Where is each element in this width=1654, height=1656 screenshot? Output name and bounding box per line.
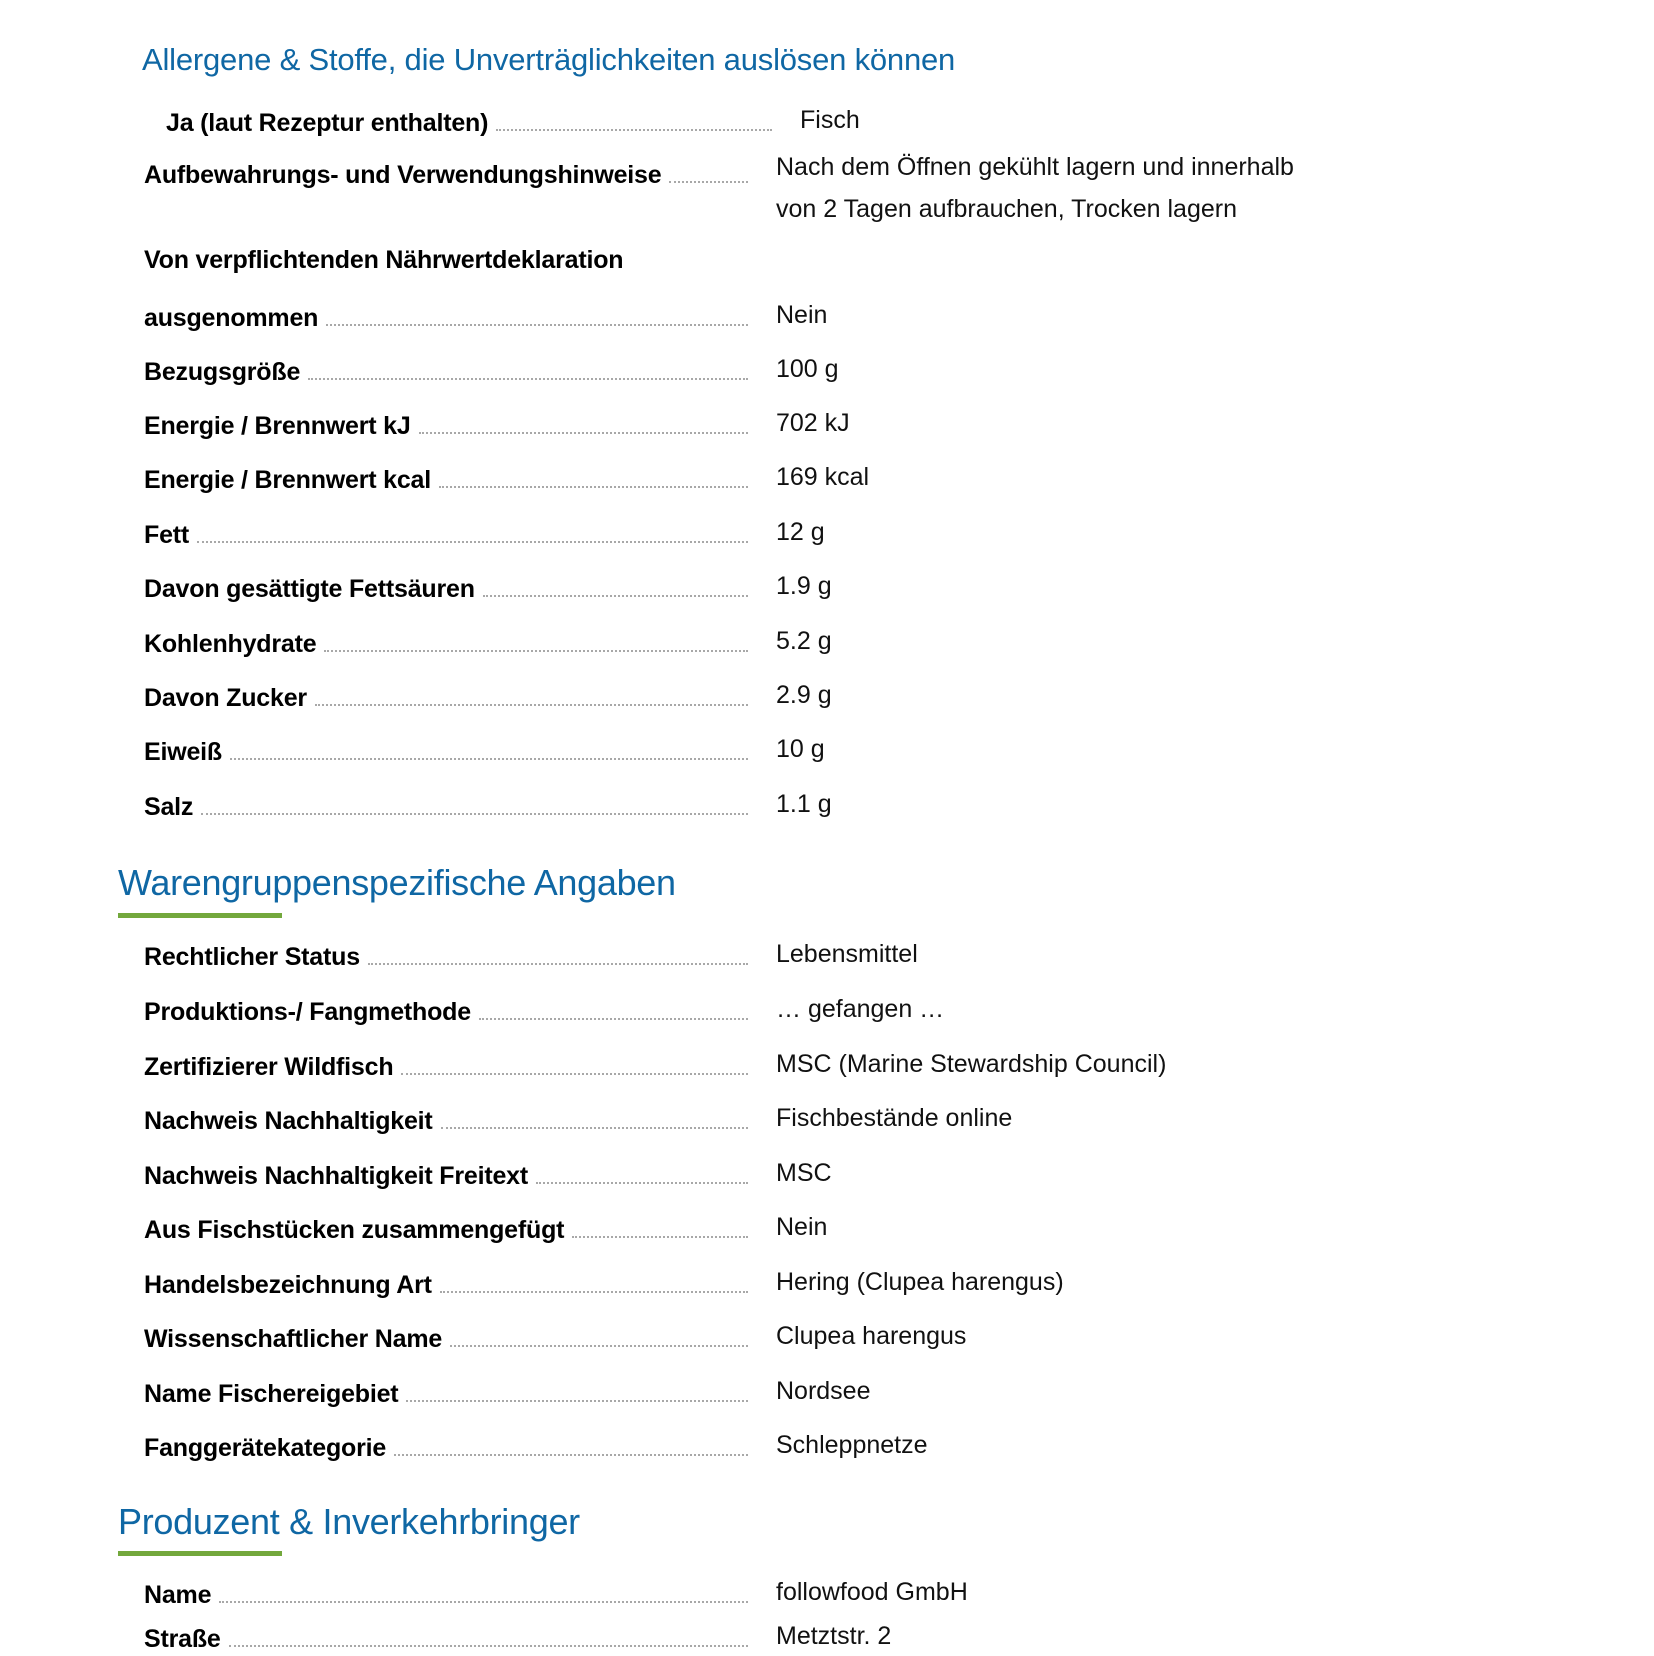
nutrition-value: 1.9 g — [776, 572, 832, 600]
dot-leader — [496, 129, 772, 131]
product-group-row — [0, 1369, 1654, 1409]
product-group-value: Hering (Clupea harengus) — [776, 1268, 1064, 1296]
dot-leader — [308, 378, 748, 380]
dot-leader — [572, 1236, 748, 1238]
dot-leader — [368, 963, 748, 965]
allergen-contained-label: Ja (laut Rezeptur enthalten) — [166, 109, 489, 137]
product-group-label: Wissenschaftlicher Name — [144, 1325, 443, 1353]
product-group-row — [0, 1314, 1654, 1354]
product-group-label: Nachweis Nachhaltigkeit Freitext — [144, 1162, 529, 1190]
product-group-label: Rechtlicher Status — [144, 943, 360, 971]
nutrition-value: 12 g — [776, 518, 825, 546]
nutrition-value: 100 g — [776, 355, 839, 383]
nutrition-row — [0, 510, 1654, 550]
producer-heading: Produzent & Inverkehrbringer — [118, 1501, 580, 1542]
exempt-value: Nein — [776, 301, 828, 329]
dot-leader — [219, 1601, 748, 1603]
product-group-label: Nachweis Nachhaltigkeit — [144, 1107, 433, 1135]
product-group-label: Name Fischereigebiet — [144, 1380, 399, 1408]
nutrition-row — [0, 347, 1654, 387]
dot-leader — [326, 324, 748, 326]
product-group-value: MSC (Marine Stewardship Council) — [776, 1050, 1167, 1078]
product-group-row — [0, 932, 1654, 972]
storage-value-line-2: von 2 Tagen aufbrauchen, Trocken lagern — [776, 195, 1237, 223]
producer-label: Straße — [144, 1625, 221, 1653]
nutrition-row — [0, 673, 1654, 713]
dot-leader — [324, 650, 748, 652]
heading-underline — [118, 913, 282, 918]
dot-leader — [394, 1454, 748, 1456]
exempt-label-line-2: ausgenommen — [144, 304, 319, 332]
product-group-label: Aus Fischstücken zusammengefügt — [144, 1216, 565, 1244]
storage-value — [776, 146, 1294, 230]
nutrition-row — [0, 619, 1654, 659]
dot-leader — [441, 1127, 748, 1129]
dot-leader — [401, 1073, 748, 1075]
nutrition-value: 5.2 g — [776, 627, 832, 655]
nutrition-label: Energie / Brennwert kcal — [144, 466, 431, 494]
product-group-row — [0, 1096, 1654, 1136]
allergen-contained-row — [0, 98, 1654, 138]
dot-leader — [440, 1291, 748, 1293]
nutrition-label: Energie / Brennwert kJ — [144, 412, 411, 440]
product-group-value: … gefangen … — [776, 995, 945, 1023]
producer-label: Name — [144, 1581, 212, 1609]
product-group-value: Fischbestände online — [776, 1104, 1013, 1132]
product-group-value: Nordsee — [776, 1377, 871, 1405]
nutrition-label: Salz — [144, 793, 194, 821]
product-group-value: Schleppnetze — [776, 1431, 928, 1459]
producer-value: Metztstr. 2 — [776, 1622, 892, 1650]
nutrition-value: 1.1 g — [776, 790, 832, 818]
product-group-row — [0, 1151, 1654, 1191]
product-group-row — [0, 1042, 1654, 1082]
nutrition-row — [0, 727, 1654, 767]
heading-underline — [118, 1551, 282, 1556]
dot-leader — [419, 432, 748, 434]
dot-leader — [669, 181, 748, 183]
nutrition-label: Davon gesättigte Fettsäuren — [144, 575, 475, 603]
producer-row — [0, 1614, 1654, 1654]
product-group-row — [0, 1423, 1654, 1463]
product-group-row — [0, 1260, 1654, 1300]
product-group-value: Clupea harengus — [776, 1322, 967, 1350]
storage-value-line-1: Nach dem Öffnen gekühlt lagern und innerhalb — [776, 153, 1294, 181]
allergens-heading: Allergene & Stoffe, die Unverträglichkeiten auslösen können — [142, 42, 956, 77]
nutrition-row — [0, 401, 1654, 441]
producer-value: followfood GmbH — [776, 1578, 968, 1606]
nutrition-row — [0, 564, 1654, 604]
nutrition-label: Fett — [144, 521, 190, 549]
dot-leader — [479, 1018, 748, 1020]
dot-leader — [406, 1400, 748, 1402]
product-group-value: Nein — [776, 1213, 828, 1241]
product-group-value: Lebensmittel — [776, 940, 918, 968]
dot-leader — [536, 1182, 748, 1184]
dot-leader — [483, 595, 748, 597]
exempt-row — [0, 293, 1654, 333]
nutrition-label: Kohlenhydrate — [144, 630, 317, 658]
dot-leader — [439, 486, 748, 488]
nutrition-row — [0, 455, 1654, 495]
product-group-row — [0, 1205, 1654, 1245]
nutrition-label: Davon Zucker — [144, 684, 307, 712]
dot-leader — [450, 1345, 748, 1347]
dot-leader — [197, 541, 748, 543]
dot-leader — [315, 704, 748, 706]
nutrition-value: 169 kcal — [776, 463, 870, 491]
dot-leader — [229, 1645, 748, 1647]
allergen-contained-value: Fisch — [800, 106, 860, 134]
storage-label: Aufbewahrungs- und Verwendungshinweise — [144, 161, 662, 189]
product-group-row — [0, 987, 1654, 1027]
nutrition-value: 702 kJ — [776, 409, 850, 437]
nutrition-value: 10 g — [776, 735, 825, 763]
product-group-heading: Warengruppenspezifische Angaben — [118, 862, 676, 903]
dot-leader — [201, 813, 748, 815]
product-group-label: Fanggerätekategorie — [144, 1434, 387, 1462]
producer-row — [0, 1570, 1654, 1610]
product-group-value: MSC — [776, 1159, 832, 1187]
nutrition-value: 2.9 g — [776, 681, 832, 709]
nutrition-label: Bezugsgröße — [144, 358, 301, 386]
product-group-label: Handelsbezeichnung Art — [144, 1271, 432, 1299]
nutrition-label: Eiweiß — [144, 738, 222, 766]
nutrition-row — [0, 782, 1654, 822]
product-group-label: Produktions-/ Fangmethode — [144, 998, 471, 1026]
dot-leader — [230, 758, 748, 760]
product-group-label: Zertifizierer Wildfisch — [144, 1053, 394, 1081]
exempt-label-line-1: Von verpflichtenden Nährwertdeklaration — [144, 246, 624, 274]
